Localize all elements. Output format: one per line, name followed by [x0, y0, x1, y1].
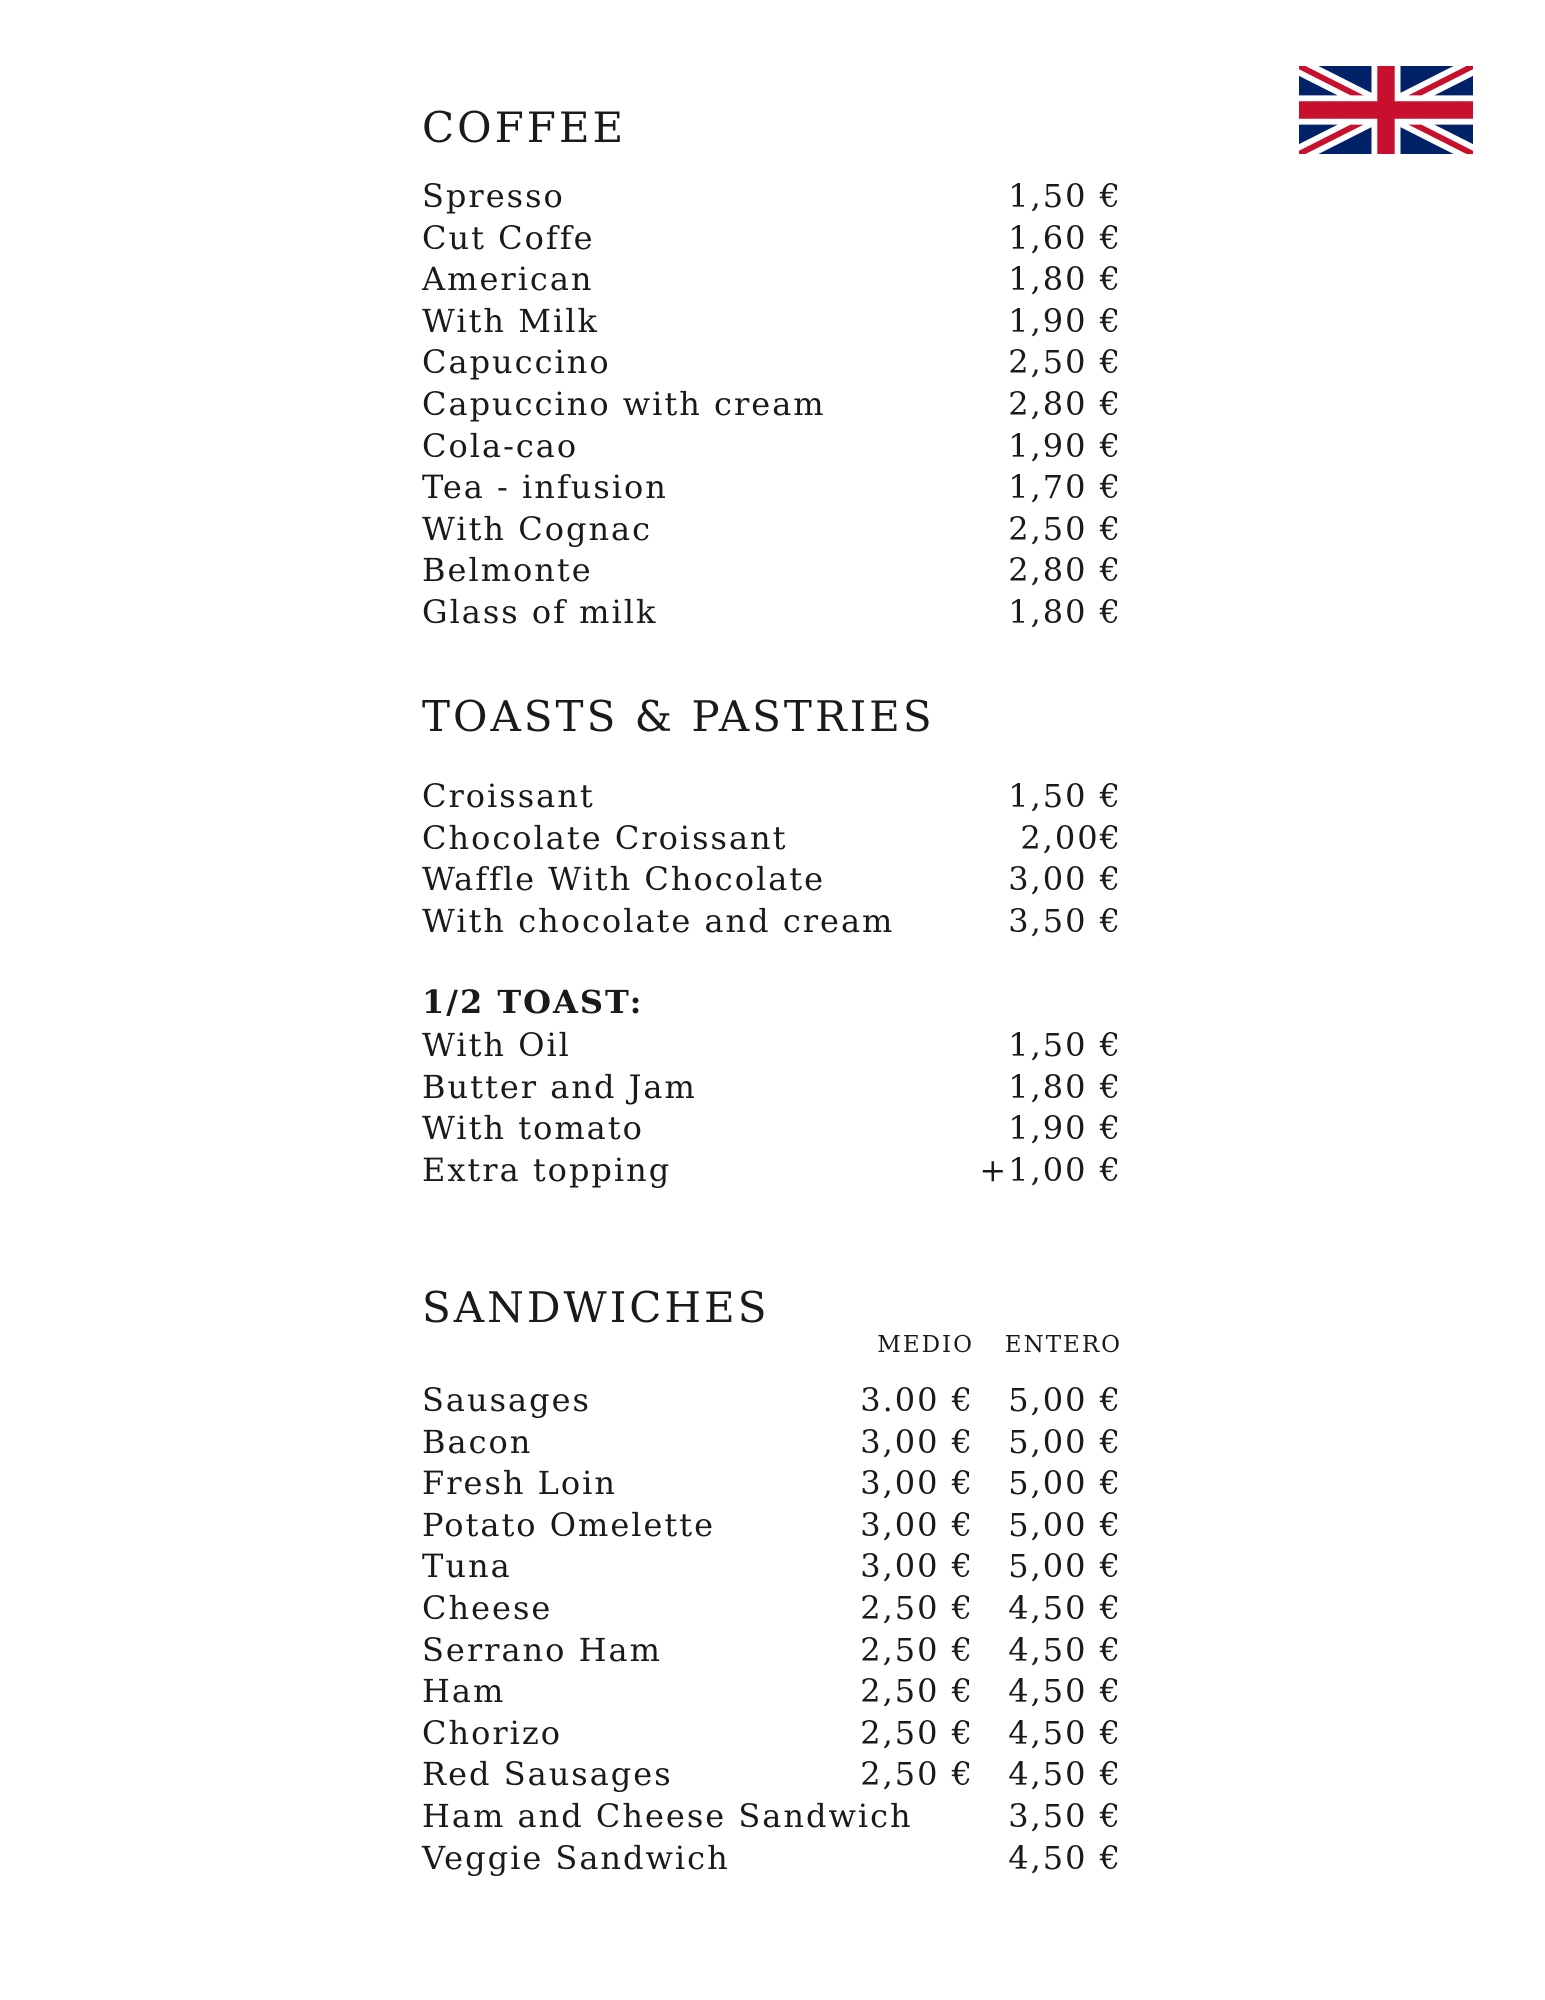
- item-price-entero: 3,50 €: [1008, 1796, 1122, 1835]
- item-price-entero: 5,00 €: [1008, 1547, 1122, 1586]
- menu-item: [422, 259, 1122, 301]
- item-price: 3,00 €: [1008, 860, 1122, 899]
- item-name: Fresh Loin: [422, 1464, 617, 1503]
- menu-item: [422, 1108, 1122, 1150]
- menu-item: [422, 176, 1122, 218]
- item-name: Chorizo: [422, 1713, 563, 1752]
- menu-item: [422, 550, 1122, 592]
- item-name: Veggie Sandwich: [422, 1838, 730, 1877]
- item-name: Cola-cao: [422, 426, 579, 465]
- menu-item: [422, 1713, 1122, 1755]
- item-price: +1,00 €: [979, 1150, 1122, 1189]
- item-name: Ham: [422, 1672, 506, 1711]
- item-price-medio: 2,50 €: [860, 1713, 974, 1752]
- item-price-entero: 5,00 €: [1008, 1505, 1122, 1544]
- item-price-entero: 4,50 €: [1008, 1588, 1122, 1627]
- item-name: Ham and Cheese Sandwich: [422, 1796, 913, 1835]
- item-name: With chocolate and cream: [422, 901, 895, 940]
- menu-item: [422, 1025, 1122, 1067]
- menu-item: [422, 901, 1122, 943]
- menu-item: [422, 1671, 1122, 1713]
- item-price: 1,80 €: [1008, 1067, 1122, 1106]
- item-name: Glass of milk: [422, 592, 658, 631]
- item-name: With Cognac: [422, 509, 653, 548]
- menu-item: [422, 342, 1122, 384]
- item-price-entero: 4,50 €: [1008, 1713, 1122, 1752]
- item-price: 1,50 €: [1008, 177, 1122, 215]
- menu-item: [422, 776, 1122, 818]
- item-name: Potato Omelette: [422, 1505, 716, 1544]
- item-name: With Milk: [422, 301, 599, 340]
- menu-item: [422, 1505, 1122, 1547]
- menu-item: [422, 218, 1122, 260]
- item-name: Extra topping: [422, 1150, 672, 1189]
- menu-item: [422, 592, 1122, 634]
- item-price-entero: 4,50 €: [1008, 1838, 1122, 1877]
- item-price-medio: 2,50 €: [860, 1588, 974, 1627]
- item-price-medio: 2,50 €: [860, 1755, 974, 1794]
- menu-item: [422, 1067, 1122, 1109]
- menu-item: [422, 467, 1122, 509]
- item-name: Chocolate Croissant: [422, 818, 788, 857]
- menu-item: [422, 859, 1122, 901]
- item-name: Croissant: [422, 777, 595, 815]
- menu-item: [422, 1754, 1122, 1796]
- item-name: Capuccino with cream: [422, 384, 826, 423]
- item-name: Sausages: [422, 1381, 591, 1419]
- pastries-list: [422, 776, 1122, 942]
- item-name: Belmonte: [422, 551, 593, 590]
- menu-item: [422, 1838, 1122, 1880]
- item-price: 1,90 €: [1008, 1109, 1122, 1148]
- menu-item: [422, 1546, 1122, 1588]
- item-price-entero: 4,50 €: [1008, 1630, 1122, 1669]
- item-name: Cheese: [422, 1588, 553, 1627]
- item-price: 1,80 €: [1008, 592, 1122, 631]
- menu-item: [422, 1380, 1122, 1422]
- menu-item: [422, 1463, 1122, 1505]
- menu-item: [422, 384, 1122, 426]
- toasts-title: TOASTS & PASTRIES: [422, 692, 935, 741]
- item-price-medio: 2,50 €: [860, 1672, 974, 1711]
- item-price-entero: 4,50 €: [1008, 1672, 1122, 1711]
- item-price: 1,50 €: [1008, 1026, 1122, 1064]
- menu-item: [422, 509, 1122, 551]
- item-price-entero: 4,50 €: [1008, 1755, 1122, 1794]
- item-price: 1,90 €: [1008, 426, 1122, 465]
- item-name: Tea - infusion: [422, 468, 668, 507]
- menu-item: [422, 818, 1122, 860]
- item-price: 2,80 €: [1008, 384, 1122, 423]
- item-name: Capuccino: [422, 343, 611, 382]
- column-header-entero: ENTERO: [1004, 1332, 1122, 1358]
- item-name: Spresso: [422, 177, 565, 215]
- item-price: 2,00€: [1020, 818, 1122, 857]
- sandwiches-title: SANDWICHES: [422, 1283, 770, 1332]
- menu-item: [422, 1422, 1122, 1464]
- menu-item: [422, 426, 1122, 468]
- item-price: 1,60 €: [1008, 218, 1122, 257]
- item-price: 1,50 €: [1008, 777, 1122, 815]
- item-price-entero: 5,00 €: [1008, 1422, 1122, 1461]
- column-header-medio: MEDIO: [877, 1332, 974, 1358]
- half-toast-heading: 1/2 TOAST:: [422, 983, 644, 1021]
- menu-item: [422, 301, 1122, 343]
- item-price-medio: 3,00 €: [860, 1505, 974, 1544]
- item-name: Red Sausages: [422, 1755, 673, 1794]
- item-name: American: [422, 260, 594, 299]
- item-name: With tomato: [422, 1109, 644, 1148]
- item-name: Butter and Jam: [422, 1067, 697, 1106]
- uk-flag-icon[interactable]: [1299, 66, 1473, 154]
- item-price-medio: 2,50 €: [860, 1630, 974, 1669]
- item-name: Tuna: [422, 1547, 512, 1586]
- item-price-medio: 3,00 €: [860, 1464, 974, 1503]
- item-name: Bacon: [422, 1422, 533, 1461]
- item-price: 2,50 €: [1008, 509, 1122, 548]
- half-toast-list: [422, 1025, 1122, 1191]
- item-price-entero: 5,00 €: [1008, 1381, 1122, 1419]
- item-price-medio: 3,00 €: [860, 1547, 974, 1586]
- item-price: 3,50 €: [1008, 901, 1122, 940]
- item-name: Waffle With Chocolate: [422, 860, 826, 899]
- item-price: 2,80 €: [1008, 551, 1122, 590]
- item-name: Serrano Ham: [422, 1630, 662, 1669]
- sandwich-list: [422, 1380, 1122, 1879]
- coffee-title: COFFEE: [422, 103, 627, 152]
- menu-item: [422, 1796, 1122, 1838]
- menu-item: [422, 1150, 1122, 1192]
- coffee-list: [422, 176, 1122, 634]
- item-price-medio: 3.00 €: [860, 1381, 974, 1419]
- item-price-entero: 5,00 €: [1008, 1464, 1122, 1503]
- item-price: 1,90 €: [1008, 301, 1122, 340]
- item-price: 1,70 €: [1008, 468, 1122, 507]
- menu-item: [422, 1588, 1122, 1630]
- menu-item: [422, 1630, 1122, 1672]
- item-name: With Oil: [422, 1026, 571, 1064]
- item-price: 2,50 €: [1008, 343, 1122, 382]
- item-price: 1,80 €: [1008, 260, 1122, 299]
- item-name: Cut Coffe: [422, 218, 595, 257]
- item-price-medio: 3,00 €: [860, 1422, 974, 1461]
